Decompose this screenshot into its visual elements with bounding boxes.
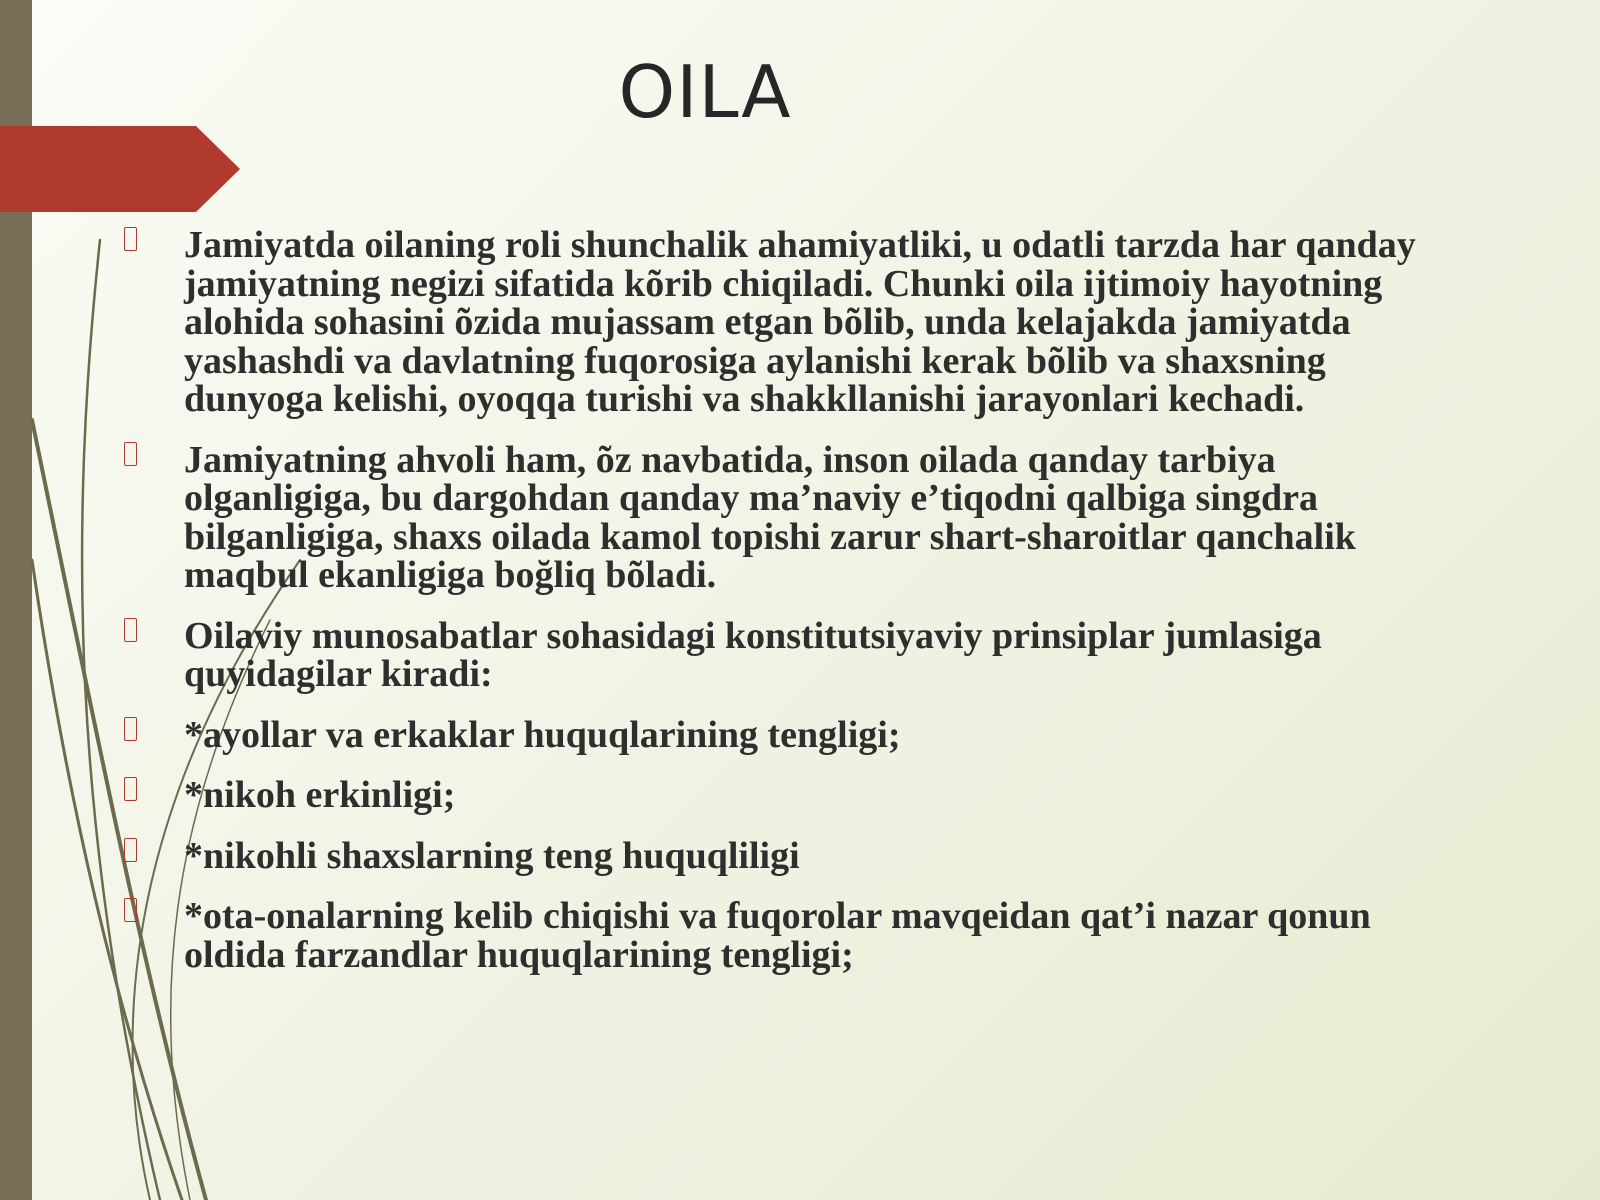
bullet-item	[118, 897, 1448, 974]
bullet-item	[118, 713, 1448, 756]
bullet-text: *nikoh erkinligi;	[184, 774, 456, 816]
bullet-item	[118, 438, 1448, 596]
bullet-text: *ota-onalarning kelib chiqishi va fuqorolar mavqeidan qat’i nazar qonun oldida farzandlar huquqlarining tengligi;	[184, 895, 1371, 976]
bullet-text: *nikohli shaxslarning teng huquqliligi	[184, 834, 800, 877]
bullet-item	[118, 834, 1448, 877]
bullet-text: *ayollar va erkaklar huquqlarining tengligi;	[184, 713, 901, 756]
bullet-item	[118, 776, 1448, 815]
bullet-list	[118, 226, 1448, 996]
bullet-text: Jamiyatning ahvoli ham, õz navbatida, inson oilada qanday tarbiya olganligiga, bu dargohdan qanday ma’naviy e’tiqodni qalbiga singdra bilganligiga, shaxs oilada kamol topishi zarur shart-sharoitlar qanchalik maqbul ekanligiga boğliq bõladi.	[184, 438, 1356, 596]
bullet-icon	[124, 442, 137, 466]
bullet-icon	[124, 777, 137, 801]
bullet-icon	[124, 898, 137, 922]
bullet-icon	[124, 618, 137, 642]
bullet-text: Oilaviy munosabatlar sohasidagi konstitutsiyaviy prinsiplar jumlasiga quyidagilar kiradi:	[184, 614, 1322, 695]
bullet-item	[118, 226, 1448, 419]
bullet-item	[118, 614, 1448, 695]
bullet-icon	[124, 227, 137, 251]
bullet-icon	[124, 717, 137, 741]
red-arrow-banner	[0, 126, 240, 212]
bullet-text: Jamiyatda oilaning roli shunchalik ahamiyatliki, u odatli tarzda har qanday jamiyatning negizi sifatida kõrib chiqiladi. Chunki oila ijtimoiy hayotning alohida sohasini õzida mujassam etgan bõlib, unda kelajakda jamiyatda yashashdi va davlatning fuqorosiga aylanishi kerak bõlib va shaxsning dunyoga kelishi, oyoqqa turishi va shakkllanishi jarayonlari kechadi.	[184, 224, 1416, 420]
bullet-icon	[124, 838, 137, 862]
slide-title: OILA	[618, 50, 792, 134]
